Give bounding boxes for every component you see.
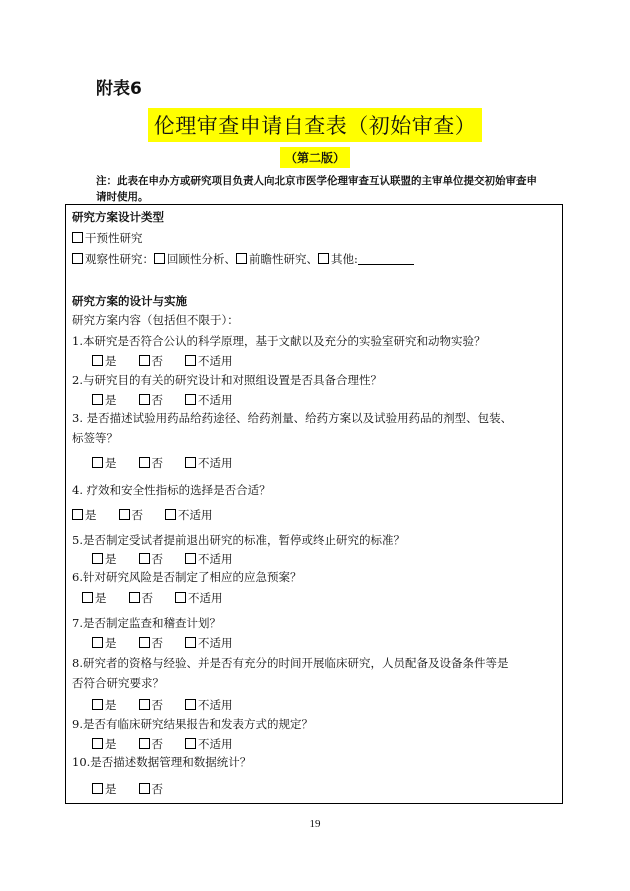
yes-label: 是 [105,354,117,368]
na-label: 不适用 [198,456,233,470]
answer-row-7 [92,635,255,651]
na-checkbox[interactable] [175,592,186,603]
na-label: 不适用 [178,508,213,522]
form-title: 伦理审查申请自查表（初始审查） [148,108,483,142]
appendix-label: 附表6 [96,79,142,99]
yes-label: 是 [105,393,117,407]
no-checkbox[interactable] [129,592,140,603]
usage-note: 注：此表在申办方或研究项目负责人向北京市医学伦理审查互认联盟的主审单位提交初始审查申请时使用。 [96,175,537,203]
yes-label: 是 [105,737,117,751]
na-checkbox[interactable] [185,355,196,366]
other-blank[interactable] [358,264,414,265]
question-5: 5.是否制定受试者提前退出研究的标准，暂停或终止研究的标准？ [72,533,405,547]
other-checkbox[interactable] [318,253,329,264]
no-label: 否 [151,782,163,796]
question-6: 6.针对研究风险是否制定了相应的应急预案？ [72,570,302,584]
no-checkbox[interactable] [139,738,150,749]
interventional-label: 干预性研究 [85,231,143,245]
na-checkbox[interactable] [185,637,196,648]
prospective-checkbox[interactable] [236,253,247,264]
question-3-cont: 标签等？ [72,431,118,445]
no-label: 否 [151,354,163,368]
na-label: 不适用 [198,552,233,566]
question-3: 3. 是否描述试验用药品给药途径、给药剂量、给药方案以及试验用药品的剂型、包装、 [72,411,513,425]
no-label: 否 [141,591,153,605]
answer-row-8 [92,697,255,713]
question-7: 7.是否制定监查和稽查计划？ [72,616,221,630]
design-impl-subheading: 研究方案内容（包括但不限于）： [72,313,239,327]
na-checkbox[interactable] [185,699,196,710]
yes-checkbox[interactable] [92,553,103,564]
no-checkbox[interactable] [139,783,150,794]
yes-checkbox[interactable] [92,355,103,366]
yes-label: 是 [105,698,117,712]
question-8-cont: 否符合研究要求？ [72,676,164,690]
observational-checkbox[interactable] [72,253,83,264]
no-checkbox[interactable] [139,457,150,468]
no-label: 否 [151,552,163,566]
no-checkbox[interactable] [119,509,130,520]
na-checkbox[interactable] [185,738,196,749]
na-checkbox[interactable] [165,509,176,520]
other-label: 其他: [331,252,358,266]
retrospective-label: 回顾性分析、 [167,252,236,266]
page-number: 19 [309,818,321,830]
no-checkbox[interactable] [139,355,150,366]
na-label: 不适用 [188,591,223,605]
answer-row-5 [92,551,255,567]
answer-row-4 [72,507,235,523]
question-1: 1.本研究是否符合公认的科学原理，基于文献以及充分的实验室研究和动物实验？ [72,334,486,348]
yes-label: 是 [105,456,117,470]
no-label: 否 [131,508,143,522]
no-label: 否 [151,393,163,407]
yes-label: 是 [105,782,117,796]
design-impl-heading: 研究方案的设计与实施 [72,294,187,308]
no-label: 否 [151,456,163,470]
answer-row-1 [92,353,255,369]
observational-label: 观察性研究： [85,252,154,266]
na-label: 不适用 [198,698,233,712]
self-check-form [65,204,563,804]
na-checkbox[interactable] [185,553,196,564]
yes-label: 是 [105,636,117,650]
na-checkbox[interactable] [185,457,196,468]
retrospective-checkbox[interactable] [154,253,165,264]
no-label: 否 [151,636,163,650]
na-label: 不适用 [198,393,233,407]
yes-label: 是 [95,591,107,605]
yes-checkbox[interactable] [92,783,103,794]
question-10: 10.是否描述数据管理和数据统计？ [72,755,252,769]
question-9: 9.是否有临床研究结果报告和发表方式的规定？ [72,717,313,731]
design-type-heading: 研究方案设计类型 [72,210,164,224]
question-4: 4. 疗效和安全性指标的选择是否合适？ [72,483,271,497]
no-checkbox[interactable] [139,637,150,648]
na-checkbox[interactable] [185,394,196,405]
yes-label: 是 [105,552,117,566]
answer-row-6 [82,590,245,606]
yes-checkbox[interactable] [82,592,93,603]
question-2: 2.与研究目的有关的研究设计和对照组设置是否具备合理性？ [72,373,382,387]
na-label: 不适用 [198,354,233,368]
answer-row-9 [92,736,255,752]
prospective-label: 前瞻性研究、 [249,252,318,266]
answer-row-3 [92,455,255,471]
no-label: 否 [151,737,163,751]
answer-row-2 [92,392,255,408]
na-label: 不适用 [198,737,233,751]
interventional-checkbox[interactable] [72,232,83,243]
observational-row [72,251,414,267]
yes-checkbox[interactable] [92,457,103,468]
yes-checkbox[interactable] [72,509,83,520]
yes-checkbox[interactable] [92,637,103,648]
answer-row-10 [92,781,185,797]
edition-label: （第二版） [280,147,350,168]
yes-checkbox[interactable] [92,699,103,710]
no-checkbox[interactable] [139,553,150,564]
yes-label: 是 [85,508,97,522]
interventional-row [72,230,143,246]
no-checkbox[interactable] [139,394,150,405]
yes-checkbox[interactable] [92,394,103,405]
yes-checkbox[interactable] [92,738,103,749]
na-label: 不适用 [198,636,233,650]
question-8: 8.研究者的资格与经验、并是否有充分的时间开展临床研究，人员配备及设备条件等是 [72,656,509,670]
no-checkbox[interactable] [139,699,150,710]
no-label: 否 [151,698,163,712]
